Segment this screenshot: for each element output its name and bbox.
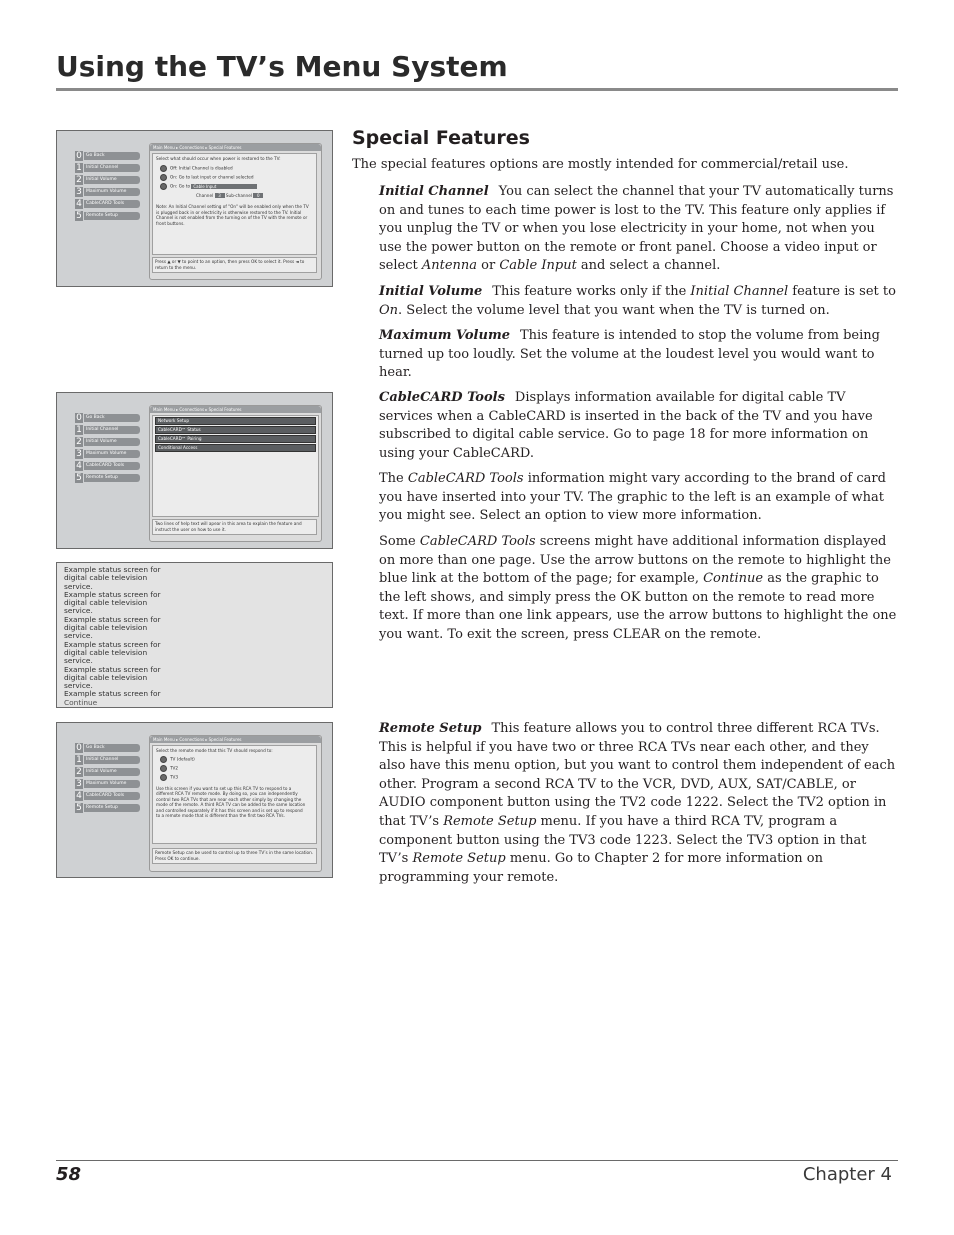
page-number: 58	[56, 1164, 82, 1185]
options-box	[152, 415, 319, 517]
menu-item-cablecard-tools	[75, 791, 141, 801]
option-label: Off: Initial Channel is disabled	[170, 165, 233, 170]
help-text: Press ▲ or ▼ to point to an option, then press OK to select it. Press ◄ to return to the menu.	[152, 257, 317, 273]
radio-icon	[160, 174, 167, 181]
italic-text: Remote Setup	[412, 851, 506, 867]
note-text: Note: An Initial Channel setting of "On" will be enabled only when the TV is plugged back in or electricity is otherwise restored to the TV. Initial Channel is not enabled from the turning on of the TV with the remote or front buttons.	[156, 204, 309, 226]
italic-text: Remote Setup	[443, 813, 537, 829]
paragraph-text: feature is set to	[788, 284, 896, 299]
status-line: digital cable television	[64, 672, 148, 682]
menu-label: Initial Volume	[84, 438, 140, 446]
cablecard-paragraph	[379, 389, 897, 463]
menu-num: 4	[76, 791, 82, 801]
menu-num: 3	[76, 187, 82, 197]
menu-item-cablecard-tools	[75, 199, 141, 209]
menu-item-initial-volume	[75, 175, 141, 185]
menu-num: 1	[76, 163, 82, 173]
option-tv2	[156, 765, 313, 772]
menu-item-remote-setup	[75, 211, 141, 221]
option-goto	[156, 183, 313, 190]
status-line: Example status screen for	[64, 689, 161, 699]
term-heading: Initial Channel	[379, 184, 489, 199]
italic-text: CableCARD Tools	[419, 534, 536, 549]
channel-label: Channel	[196, 192, 214, 198]
italic-text: On	[379, 302, 399, 318]
menu-label: Maximum Volume	[84, 780, 140, 788]
italic-text: Continue	[703, 571, 764, 587]
status-line: digital cable television	[64, 598, 148, 608]
menu-item-initial-channel	[75, 755, 141, 765]
menu-label: Maximum Volume	[84, 450, 140, 458]
help-text: Remote Setup can be used to control up to three TV’s in the same location. Press OK to continue.	[152, 848, 317, 864]
options-panel	[149, 405, 322, 542]
menu-item-initial-volume	[75, 437, 141, 447]
paragraph-text: screens might have additional information displayed on more than one page. Use the arrow buttons on the remote to highlight the blue link at the bottom of the page; for example,	[379, 534, 891, 587]
paragraph-text: . Select the volume level that you want when the TV is turned on.	[398, 302, 830, 318]
menu-item-maximum-volume	[75, 449, 141, 459]
menu-num: 3	[76, 779, 82, 789]
menu-num: 5	[76, 211, 82, 221]
radio-icon	[160, 165, 167, 172]
paragraph-text: This feature works only if the	[492, 284, 691, 299]
status-line: Example status screen for	[64, 614, 161, 624]
status-screenshot	[56, 562, 333, 708]
initial-channel-paragraph	[379, 183, 897, 276]
menu-num: 0	[76, 151, 82, 161]
paragraph-text: and select a channel.	[576, 258, 721, 274]
radio-icon	[160, 774, 167, 781]
menu-item-go-back	[75, 413, 141, 423]
status-line: service.	[64, 681, 93, 691]
status-line: digital cable television	[64, 647, 148, 657]
breadcrumb: Main Menu ▸ Connections ▸ Special Features	[150, 736, 321, 743]
status-line: service.	[64, 581, 93, 591]
menu-num: 0	[76, 413, 82, 423]
menu-label: Initial Channel	[84, 426, 140, 434]
options-panel	[149, 735, 322, 872]
options-box	[152, 745, 317, 844]
menu-item-go-back	[75, 151, 141, 161]
status-line: service.	[64, 606, 93, 616]
network-setup-item: Network Setup	[155, 417, 316, 425]
menu-num: 1	[76, 755, 82, 765]
radio-icon	[160, 183, 167, 190]
menu-item-remote-setup	[75, 473, 141, 483]
option-tv-default	[156, 756, 313, 763]
options-panel	[149, 143, 322, 280]
side-menu	[75, 151, 141, 223]
menu-item-maximum-volume	[75, 779, 141, 789]
title-rule	[56, 88, 898, 91]
continue-link: Continue	[64, 697, 98, 707]
options-box	[152, 153, 317, 255]
side-menu	[75, 743, 141, 815]
option-label: On: Go to last input or channel selected	[170, 174, 254, 179]
channel-field: 3	[215, 193, 225, 198]
conditional-access-item: Conditional Access	[155, 444, 316, 452]
radio-icon	[160, 765, 167, 772]
remote-setup-screenshot	[56, 722, 333, 878]
menu-num: 3	[76, 449, 82, 459]
menu-label: CableCARD Tools	[84, 462, 140, 470]
menu-num: 5	[76, 803, 82, 813]
option-label: TV2	[170, 765, 179, 770]
option-tv3	[156, 774, 313, 781]
subchannel-label: Sub-channel	[225, 192, 252, 198]
menu-label: Initial Channel	[84, 756, 140, 764]
menu-label: CableCARD Tools	[84, 792, 140, 800]
paragraph-text: This feature allows you to control three different RCA TVs. This is helpful if you have two or three RCA TVs near each other, and they also have this menu option, but you want to control them independent of each other. Program a second RCA TV to the VCR, DVD, AUX, SAT/CABLE, or AUDIO component button using the TV2 code 1222. Select the TV2 option in that TV’s	[379, 721, 896, 829]
menu-label: Remote Setup	[84, 474, 140, 482]
paragraph-text: or	[477, 258, 500, 274]
footer-rule	[56, 1160, 898, 1161]
menu-label: Initial Volume	[84, 768, 140, 776]
initial-channel-screenshot	[56, 130, 333, 287]
option-off	[156, 165, 313, 172]
menu-item-initial-volume	[75, 767, 141, 777]
italic-text: Cable Input	[499, 258, 577, 274]
term-heading: Initial Volume	[379, 284, 483, 299]
menu-num: 2	[76, 437, 82, 447]
cablecard-pairing-item: CableCARD™ Pairing	[155, 435, 316, 443]
status-line: digital cable television	[64, 623, 148, 633]
term-heading: Maximum Volume	[379, 328, 510, 343]
section-title: Special Features	[352, 127, 530, 149]
menu-num: 1	[76, 425, 82, 435]
option-label: TV3	[170, 774, 179, 779]
menu-item-go-back	[75, 743, 141, 753]
menu-label: Go Back	[84, 414, 140, 422]
option-label: On: Go to	[170, 183, 191, 188]
side-menu	[75, 413, 141, 485]
menu-item-initial-channel	[75, 425, 141, 435]
prompt-text: Select the remote mode that this TV should respond to:	[156, 748, 273, 753]
input-field: Cable Input	[191, 184, 257, 189]
maximum-volume-paragraph	[379, 327, 897, 383]
italic-text: CableCARD Tools	[407, 471, 524, 486]
breadcrumb: Main Menu ▸ Connections ▸ Special Features	[150, 406, 321, 413]
menu-item-cablecard-tools	[75, 461, 141, 471]
paragraph-text: Displays information available for digital cable TV services when a CableCARD is inserted in the back of the TV and you have subscribed to digital cable service. Go to page 18 for more information on using your CableCARD.	[379, 390, 873, 461]
menu-label: Remote Setup	[84, 212, 140, 220]
menu-num: 5	[76, 473, 82, 483]
remote-setup-paragraph	[379, 720, 897, 887]
paragraph-text: menu. If you have a third RCA TV, program a component button using the TV3 code 1223. Select the TV3 option in that TV’s	[379, 813, 867, 867]
menu-label: Maximum Volume	[84, 188, 140, 196]
status-line: Example status screen for	[64, 639, 161, 649]
menu-num: 2	[76, 767, 82, 777]
channel-row	[156, 193, 313, 199]
menu-label: Initial Channel	[84, 164, 140, 172]
italic-text: Initial Channel	[690, 284, 789, 299]
status-text	[64, 566, 324, 707]
initial-volume-paragraph	[379, 283, 897, 320]
menu-num: 4	[76, 461, 82, 471]
breadcrumb: Main Menu ▸ Connections ▸ Special Features	[150, 144, 321, 151]
cablecard-paragraph-3	[379, 533, 897, 645]
menu-item-maximum-volume	[75, 187, 141, 197]
paragraph-text: as the graphic to the left shows, and simply press the OK button on the remote to read more text. If more than one link appears, use the arrow buttons to highlight the one you want. To exit the screen, press CLEAR on the remote.	[379, 571, 897, 642]
status-line: Example status screen for	[64, 664, 161, 674]
cablecard-tools-screenshot	[56, 392, 333, 549]
menu-num: 2	[76, 175, 82, 185]
status-line: Example status screen for	[64, 589, 161, 599]
menu-item-remote-setup	[75, 803, 141, 813]
menu-num: 0	[76, 743, 82, 753]
option-last	[156, 174, 313, 181]
status-line: digital cable television	[64, 573, 148, 583]
radio-icon	[160, 756, 167, 763]
paragraph-text: information might vary according to the brand of card you have inserted into your TV. The graphic to the left is an example of what you might see. Select an option to view more information.	[379, 471, 886, 524]
paragraph-text: menu. Go to Chapter 2 for more information on programming your remote.	[379, 851, 823, 885]
body-text: Use this screen if you want to set up this RCA TV to respond to a different RCA TV remote mode. By doing so, you can independently control two RCA TVs that are near each other simply by changing the mode of the remote. A third RCA TV can be added to the same location and controlled separately if it has this screen and is set up to respond to a remote mode that is different than the first two RCA TVs.	[156, 785, 306, 818]
menu-item-initial-channel	[75, 163, 141, 173]
menu-label: Initial Volume	[84, 176, 140, 184]
menu-label: Go Back	[84, 152, 140, 160]
help-text: Two lines of help text will apear in this area to explain the feature and instruct the user on how to use it.	[152, 519, 317, 535]
menu-label: Remote Setup	[84, 804, 140, 812]
subchannel-field: 0	[253, 193, 263, 198]
cablecard-status-item: CableCARD™ Status	[155, 426, 316, 434]
paragraph-text: This feature is intended to stop the volume from being turned up too loudly. Set the volume at the loudest level you would want to hear.	[379, 328, 880, 381]
menu-num: 4	[76, 199, 82, 209]
italic-text: Antenna	[421, 258, 478, 274]
chapter-label: Chapter 4	[802, 1164, 892, 1185]
paragraph-text: You can select the channel that your TV automatically turns on and tunes to each time power is lost to the TV. This feature only applies if you unplug the TV or when you lose electricity in your home, not when you use the power button on the remote or front panel. Choose a video input or select	[379, 184, 894, 274]
menu-label: Go Back	[84, 744, 140, 752]
option-label: TV (default)	[170, 756, 195, 761]
status-line: Example status screen for	[64, 565, 161, 574]
paragraph-text: The	[379, 471, 408, 486]
menu-label: CableCARD Tools	[84, 200, 140, 208]
status-line: service.	[64, 631, 93, 641]
paragraph-text: Some	[379, 534, 420, 549]
page-title: Using the TV’s Menu System	[56, 50, 508, 83]
intro-paragraph: The special features options are mostly intended for commercial/retail use.	[352, 157, 849, 172]
term-heading: CableCARD Tools	[379, 390, 505, 405]
status-line: service.	[64, 656, 93, 666]
prompt-text: Select what should occur when power is restored to the TV:	[156, 156, 281, 161]
cablecard-paragraph-2	[379, 470, 897, 526]
term-heading: Remote Setup	[379, 721, 482, 736]
